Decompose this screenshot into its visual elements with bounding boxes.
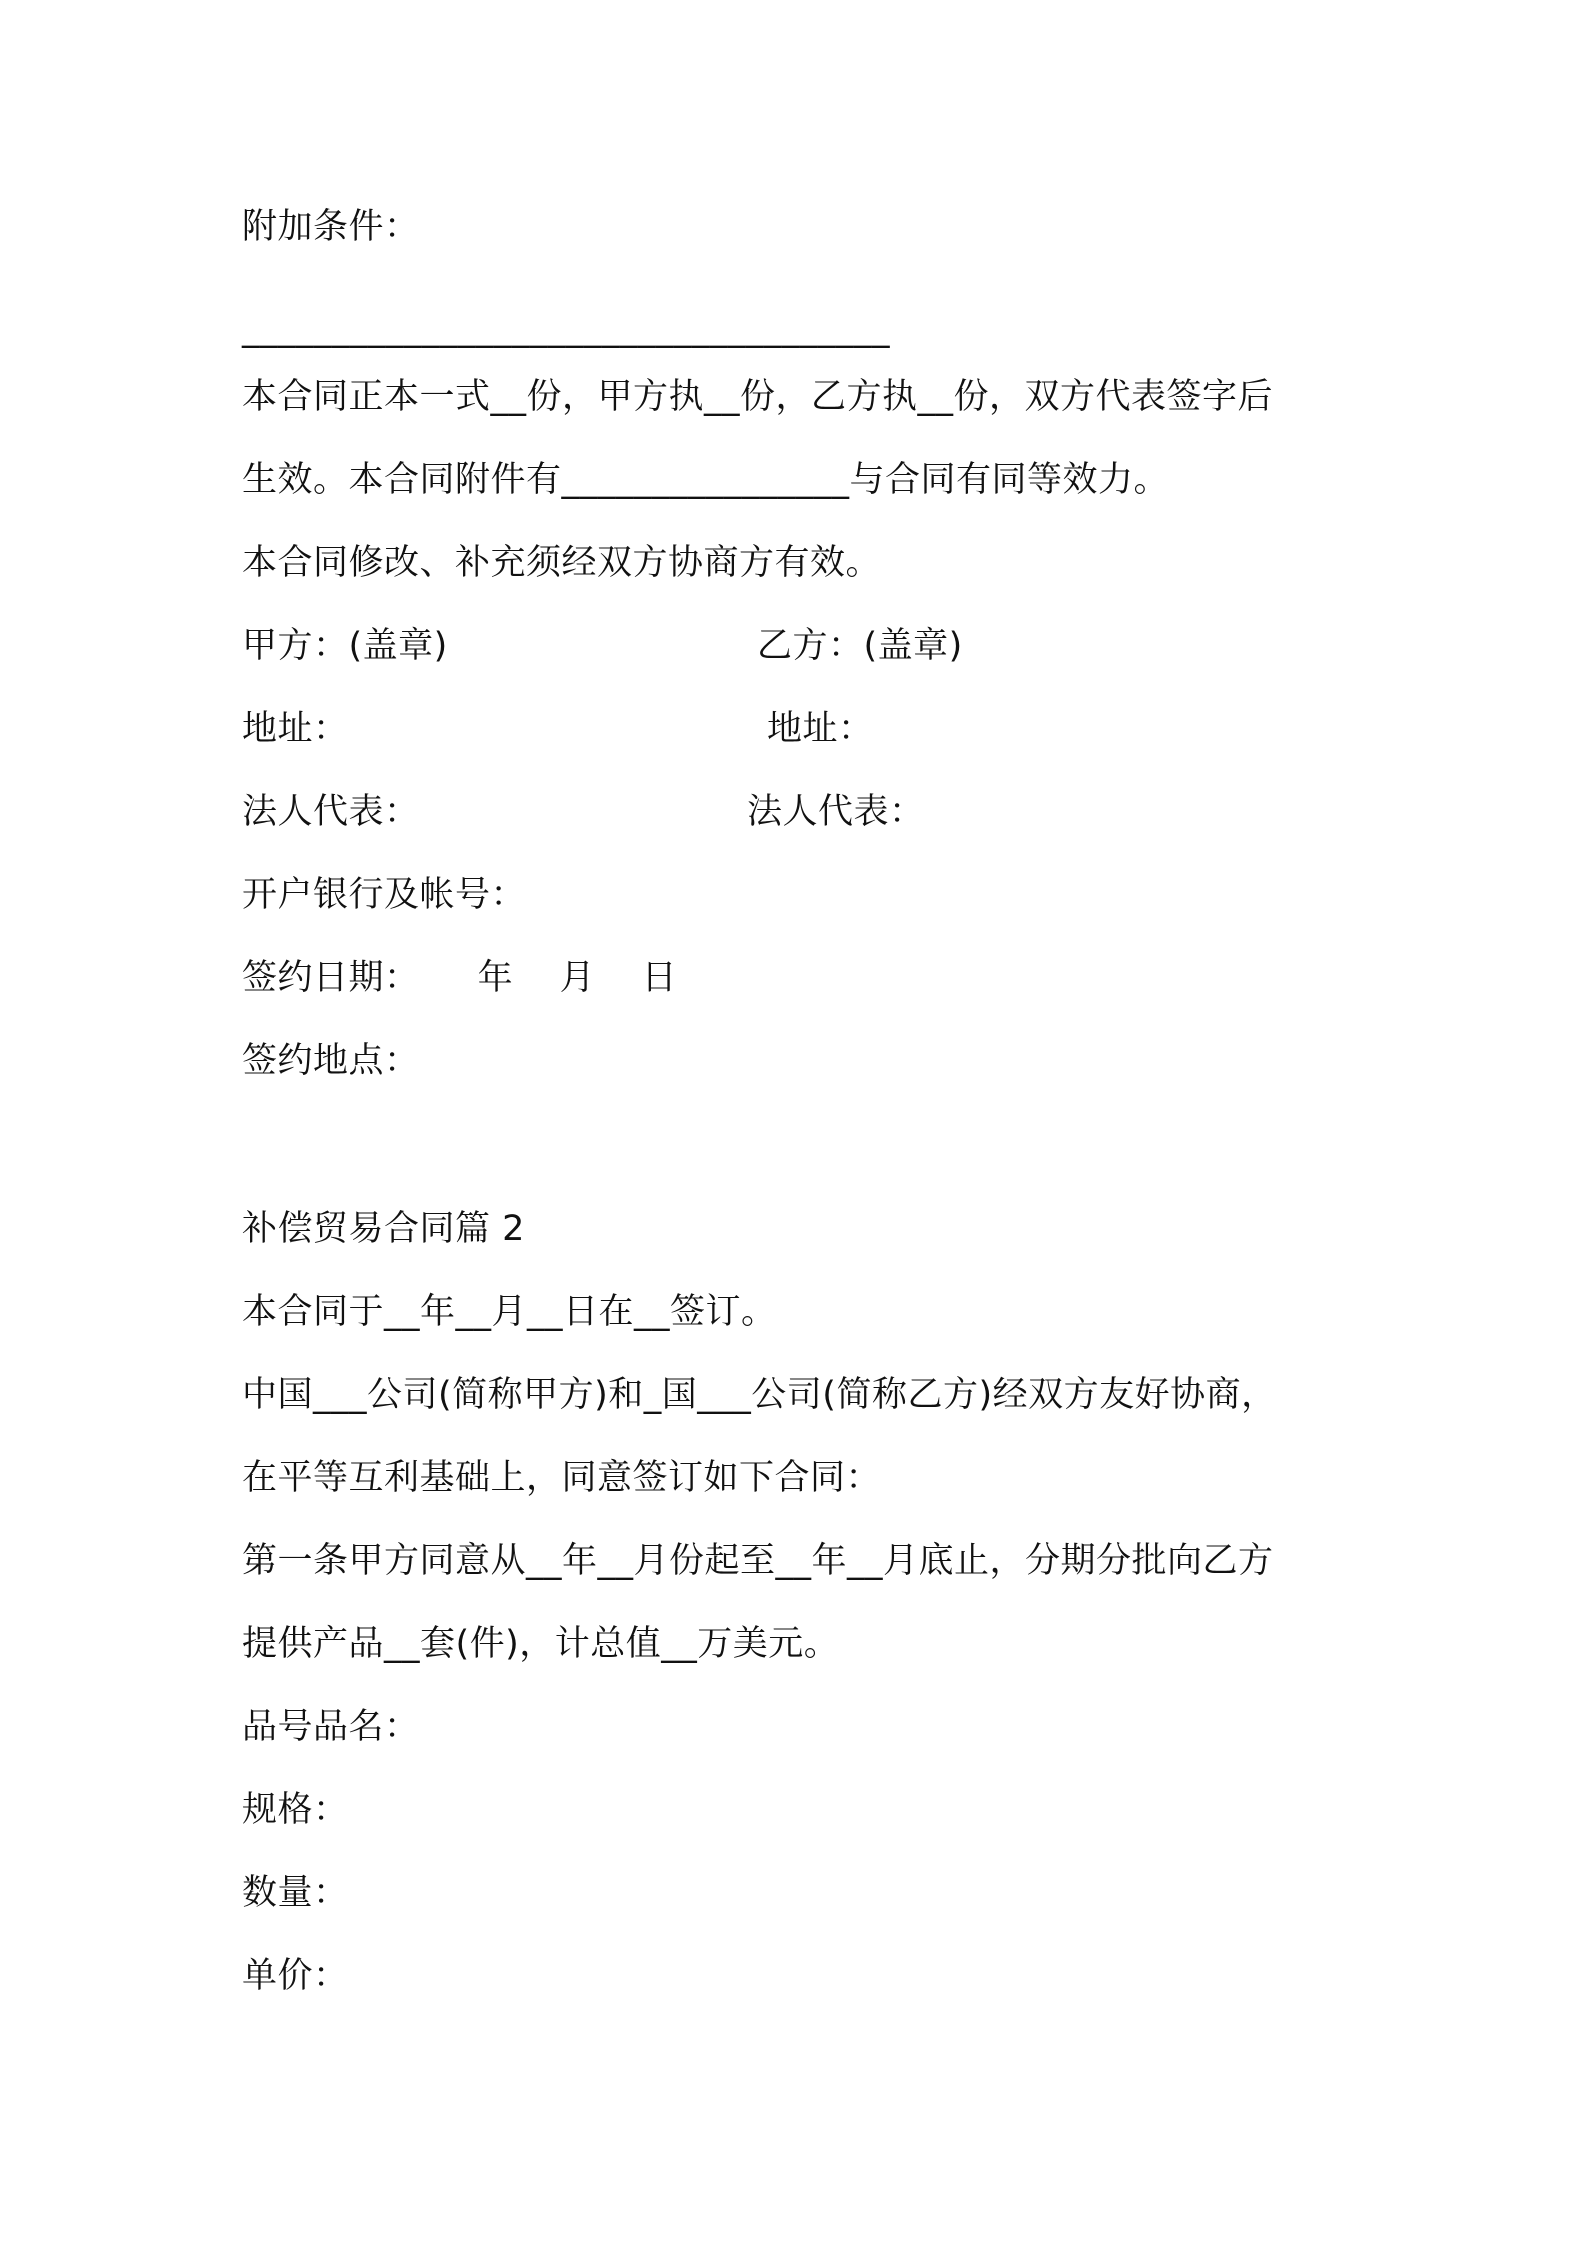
party-b-label: 乙方：(盖章) xyxy=(757,626,963,666)
bank-label: 开户银行及帐号： xyxy=(242,875,527,915)
quantity-label: 数量： xyxy=(242,1873,349,1913)
address-a-label: 地址： xyxy=(242,709,349,749)
legal-rep-b-label: 法人代表： xyxy=(747,792,925,832)
section2-line-3: 在平等互利基础上，同意签订如下合同： xyxy=(242,1458,882,1498)
section2-line-1: 本合同于__年__月__日在__签订。 xyxy=(242,1292,777,1332)
modification-line: 本合同修改、补充须经双方协商方有效。 xyxy=(242,543,882,583)
address-b-label: 地址： xyxy=(767,709,874,749)
additional-conditions-label: 附加条件： xyxy=(242,207,420,247)
blank-rule: ____________________________________ xyxy=(242,309,890,349)
sign-place-label: 签约地点： xyxy=(242,1041,420,1081)
copies-line-2: 生效。本合同附件有________________与合同有同等效力。 xyxy=(242,460,1170,500)
copies-line-1: 本合同正本一式__份，甲方执__份，乙方执__份，双方代表签字后 xyxy=(242,377,1274,417)
section2-line-5: 提供产品__套(件)，计总值__万美元。 xyxy=(242,1624,840,1664)
unit-price-label: 单价： xyxy=(242,1956,349,1996)
section2-line-4: 第一条甲方同意从__年__月份起至__年__月底止，分期分批向乙方 xyxy=(242,1541,1274,1581)
product-name-label: 品号品名： xyxy=(242,1707,420,1747)
party-a-label: 甲方：(盖章) xyxy=(242,626,448,666)
legal-rep-a-label: 法人代表： xyxy=(242,792,420,832)
sign-date-label: 签约日期： 年 月 日 xyxy=(242,958,678,998)
section2-title: 补偿贸易合同篇 2 xyxy=(242,1209,525,1249)
spec-label: 规格： xyxy=(242,1790,349,1830)
section2-line-2: 中国___公司(简称甲方)和_国___公司(简称乙方)经双方友好协商， xyxy=(242,1375,1277,1415)
